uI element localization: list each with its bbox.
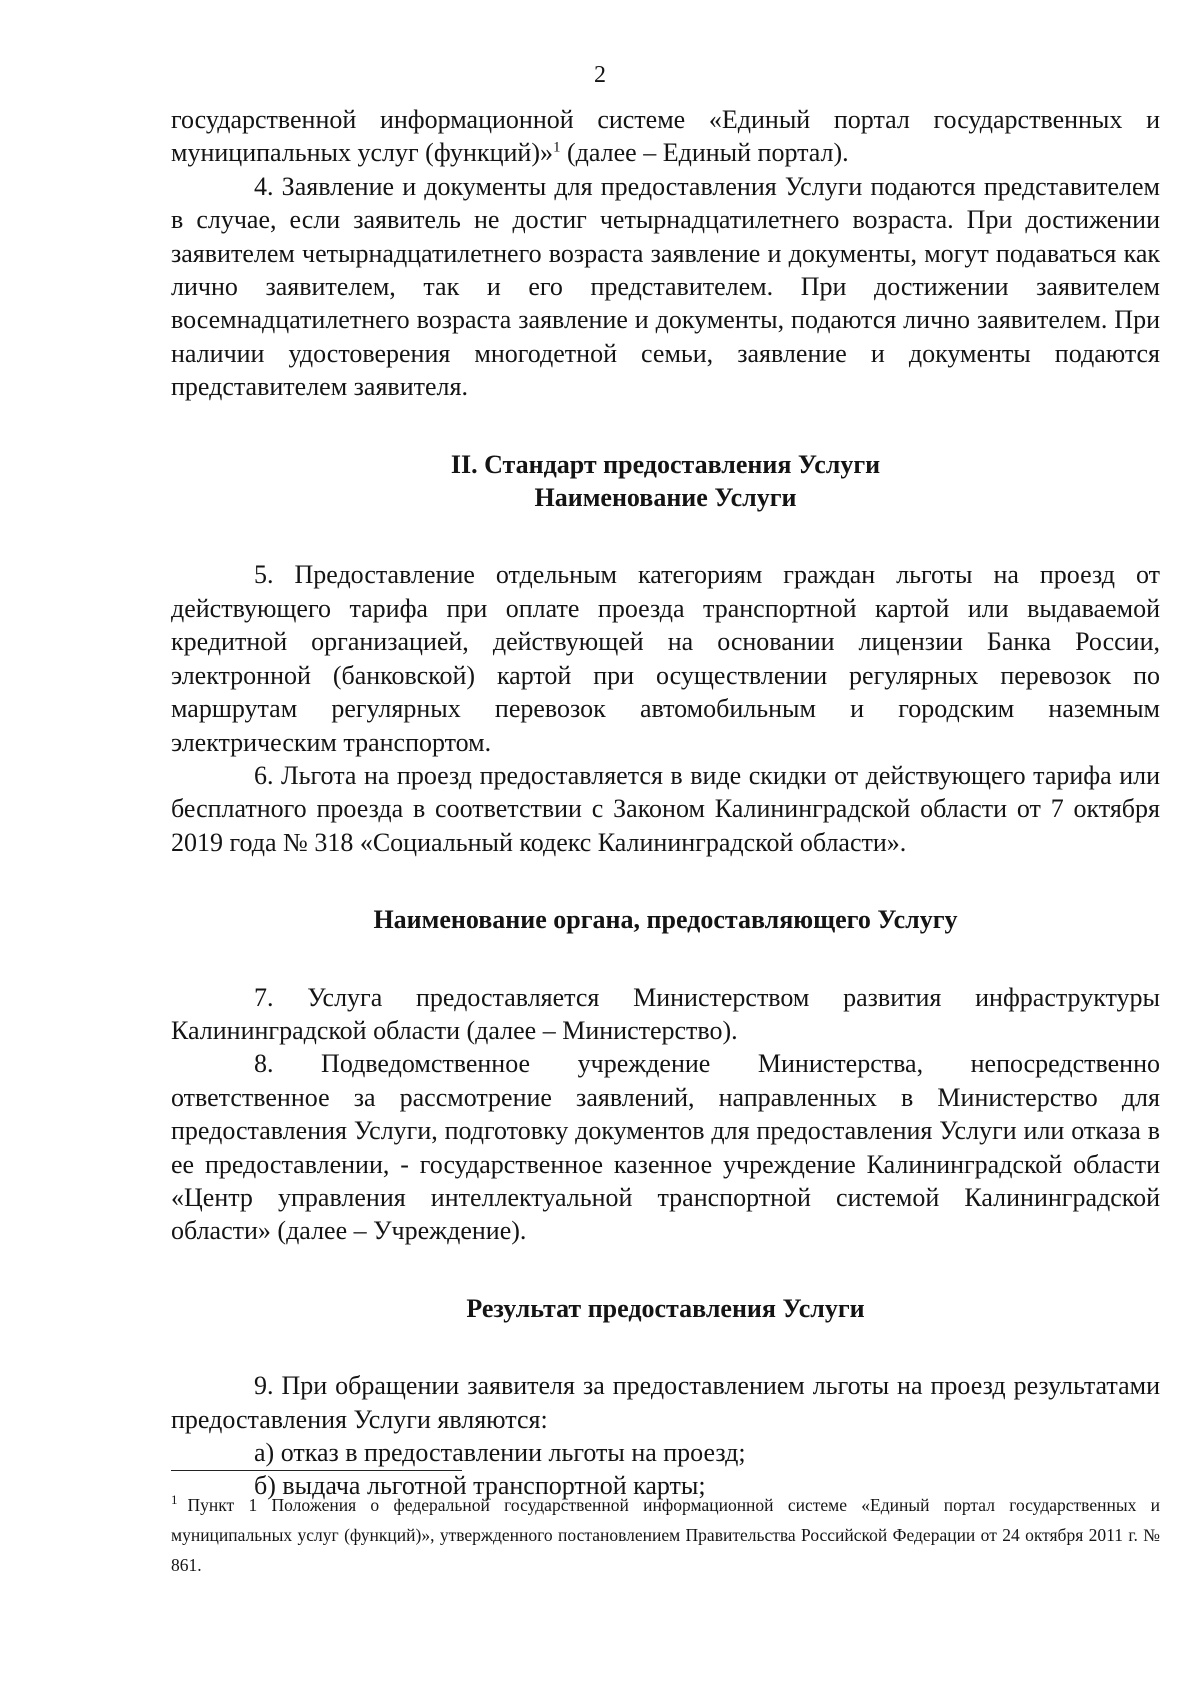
subsection-heading-service-name: Наименование Услуги xyxy=(534,483,797,513)
list-item-b: б) выдача льготной транспортной карты; xyxy=(254,1471,706,1501)
paragraph-6: 6. Льгота на проезд предоставляется в виде скидки от действующего тарифа или бесплатного проезда в соответствии с Законом Калининградской области от 7 октября 2019 года № 318 «Социальный кодекс Калининградской области». xyxy=(171,760,1160,857)
paragraph-4: 4. Заявление и документы для предоставления Услуги подаются представителем в случае, если заявитель не достиг четырнадцатилетнего возраста. При достижении заявителем четырнадцатилетнего возраста заявление и документы, могут подаваться как лично заявителем, так и его представителем. При достижении заявителем восемнадцатилетнего возраста заявление и документы, подаются лично заявителем. При наличии удостоверения многодетной семьи, заявление и документы подаются представителем заявителя. xyxy=(171,171,1160,402)
spacer xyxy=(171,1248,1160,1292)
continued-paragraph xyxy=(171,103,1160,170)
paragraph-5: 5. Предоставление отдельным категориям граждан льготы на проезд от действующего тарифа при оплате проезда транспортной картой или выдаваемой кредитной организацией, действующей на основании лицензии Банка России, электронной (банковской) картой при осуществлении регулярных перевозок по маршрутам регулярных перевозок автомобильным и городским наземным электрическим транспортом. xyxy=(171,560,1160,757)
subsection-heading-authority: Наименование органа, предоставляющего Услугу xyxy=(373,905,958,935)
spacer xyxy=(171,404,1160,448)
paragraph-8: 8. Подведомственное учреждение Министерства, непосредственно ответственное за рассмотрение заявлений, направленных в Министерство для предоставления Услуги, подготовку документов для предоставления Услуги или отказа в ее предоставлении, - государственное казенное учреждение Калининградской области «Центр управления интеллектуальной транспортной системой Калининградской области» (далее – Учреждение). xyxy=(171,1049,1160,1246)
subsection-heading-result: Результат предоставления Услуги xyxy=(466,1293,865,1323)
spacer xyxy=(171,937,1160,981)
paragraph-7: 7. Услуга предоставляется Министерством развития инфраструктуры Калининградской области (далее – Министерство). xyxy=(171,982,1160,1045)
document-body xyxy=(171,103,1160,1503)
list-item-a: а) отказ в предоставлении льготы на проезд; xyxy=(254,1438,746,1467)
paragraph-9: 9. При обращении заявителя за предоставлением льготы на проезд результатами предоставления Услуги являются: xyxy=(171,1371,1160,1434)
continued-text-tail: (далее – Единый портал). xyxy=(560,138,849,168)
spacer xyxy=(171,859,1160,903)
footnote-text: Пункт 1 Положения о федеральной государственной информационной системе «Единый портал государственных и муниципальных услуг (функций)», утвержденного постановлением Правительства Российской Федерации от 24 октября 2011 г. № 861. xyxy=(171,1495,1160,1575)
spacer xyxy=(171,1325,1160,1369)
continued-text: государственной информационной системе «Единый портал государственных и муниципальных услуг (функций)» xyxy=(171,105,1160,168)
spacer xyxy=(171,514,1160,558)
page-number: 2 xyxy=(594,62,606,88)
section-heading: II. Стандарт предоставления Услуги xyxy=(450,449,881,479)
footnote-mark: 1 xyxy=(171,1492,178,1508)
footnote xyxy=(171,1490,1160,1580)
footnote-reference: 1 xyxy=(553,139,561,156)
footnote-separator xyxy=(171,1470,462,1471)
